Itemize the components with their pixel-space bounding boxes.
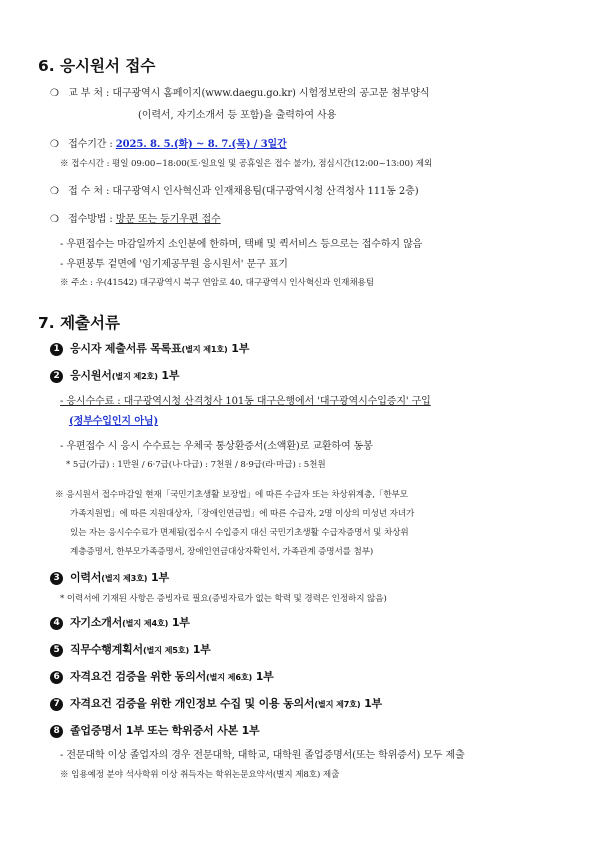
fee-line: - 응시수수료 : 대구광역시청 산격청사 101동 대구은행에서 '대구광역시수입증지' 구입 [60, 396, 431, 407]
section-6-title: 6. 응시원서 접수 [38, 57, 156, 75]
doc-item-4 [50, 614, 190, 630]
circle-bullet-icon: ❍ [50, 139, 59, 150]
doc-item-label: 자격요건 검증을 위한 개인정보 수집 및 이용 동의서 [70, 697, 315, 710]
doc-item-qty: 1부 [189, 643, 211, 656]
number-8-icon: 8 [50, 725, 63, 738]
number-4-icon: 4 [50, 617, 63, 630]
doc-item-qty: 1부 [252, 670, 274, 683]
post-line: - 우편접수 시 응시 수수료는 우체국 통상환증서(소액환)로 교환하여 동봉 [60, 441, 373, 452]
issue-place-value-cont: (이력서, 자기소개서 등 포함)을 출력하여 사용 [138, 110, 337, 121]
grade-fee-note: * 5급(가급) : 1만원 / 6·7급(나·다급) : 7천원 / 8·9급(라·마급) : 5천원 [66, 460, 326, 470]
doc-item-form: (별지 제6호) [206, 672, 253, 682]
doc-item-form: (별지 제2호) [111, 371, 158, 381]
doc-item-qty: 1부 [360, 697, 382, 710]
exempt-note-line-4: 계층증명서, 한부모가족증명서, 장애인연금대상자확인서, 가족관계 증명서를 첨부) [70, 547, 374, 557]
exempt-note-line-3: 있는 자는 응시수수료가 면제됨(접수시 수입증지 대신 국민기초생활 수급자증명서 및 차상위 [70, 528, 409, 538]
number-3-icon: 3 [50, 572, 63, 585]
doc-item-label: 응시원서 [70, 369, 112, 382]
time-note: ※ 접수시간 : 평일 09:00~18:00(토·일요일 및 공휴일은 접수 불가), 점심시간(12:00~13:00) 제외 [60, 159, 433, 169]
issue-place-label: 교 부 처 : [68, 88, 110, 99]
circle-bullet-icon: ❍ [50, 88, 59, 99]
doc-item-1 [50, 340, 249, 356]
doc-item-7 [50, 695, 382, 711]
doc-item-3 [50, 569, 169, 585]
doc-item-8 [50, 722, 259, 738]
period-value: 2025. 8. 5.(화) ~ 8. 7.(목) / 3일간 [115, 139, 287, 150]
receipt-place-row [50, 182, 419, 197]
exempt-note-line-2: 가족지원법」에 따른 지원대상자,「장애인연금법」에 따른 수급자, 2명 이상의 미성년 자녀가 [70, 509, 415, 519]
number-5-icon: 5 [50, 644, 63, 657]
mail-note-1: - 우편접수는 마감일까지 소인분에 한하며, 택배 및 퀵서비스 등으로는 접수하지 않음 [60, 239, 423, 250]
doc-item-qty: 1부 [157, 369, 180, 382]
fee-note: (정부수입인지 아님) [69, 416, 159, 427]
doc-item-2 [50, 367, 179, 383]
doc-item-label: 자기소개서 [70, 616, 123, 629]
issue-place-value: 대구광역시 홈페이지(www.daegu.go.kr) 시험정보란의 공고문 첨부양식 [112, 88, 430, 99]
circle-bullet-icon: ❍ [50, 186, 59, 197]
number-2-icon: 2 [50, 370, 63, 383]
method-value: 방문 또는 등기우편 접수 [115, 214, 221, 225]
receipt-place-value: 대구광역시 인사혁신과 인재채용팀(대구광역시청 산격청사 111동 2층) [112, 186, 419, 197]
doc-item-label: 응시자 제출서류 목록표 [70, 342, 182, 355]
doc-item-qty: 1부 [147, 571, 169, 584]
receipt-place-label: 접 수 처 : [68, 186, 110, 197]
doc-item-form: (별지 제1호) [181, 344, 228, 354]
doc-item-5 [50, 641, 211, 657]
circle-bullet-icon: ❍ [50, 214, 59, 225]
number-6-icon: 6 [50, 671, 63, 684]
period-row [50, 135, 287, 150]
grad-line: - 전문대학 이상 졸업자의 경우 전문대학, 대학교, 대학원 졸업증명서(또는 학위증서) 모두 제출 [60, 750, 465, 761]
exempt-note-line-1: ※ 응시원서 접수마감일 현재「국민기초생활 보장법」에 따른 수급자 또는 차상위계층,「한부모 [55, 490, 408, 500]
method-label: 접수방법 : [68, 214, 113, 225]
section-7-title: 7. 제출서류 [38, 314, 120, 332]
doc-item-qty: 1부 [168, 616, 190, 629]
doc-item-form: (별지 제3호) [101, 573, 148, 583]
doc-item-form: (별지 제4호) [122, 618, 169, 628]
doc-item-label: 졸업증명서 1부 또는 학위증서 사본 1부 [70, 724, 260, 737]
mail-note-2: - 우편봉투 겉면에 '임기제공무원 응시원서' 문구 표기 [60, 259, 288, 270]
grad-note: ※ 임용예정 분야 석사학위 이상 취득자는 학위논문요약서(별지 제8호) 제출 [60, 770, 340, 780]
doc-item-label: 직무수행계획서 [70, 643, 143, 656]
resume-note: * 이력서에 기재된 사항은 증빙자료 필요(증빙자료가 없는 학력 및 경력은 인정하지 않음) [60, 594, 387, 604]
doc-item-form: (별지 제5호) [142, 645, 190, 655]
period-label: 접수기간 : [68, 139, 113, 150]
address-note: ※ 주소 : 우(41542) 대구광역시 북구 연암로 40, 대구광역시 인사혁신과 인재채용팀 [60, 278, 374, 288]
number-7-icon: 7 [50, 698, 63, 711]
doc-item-qty: 1부 [227, 342, 250, 355]
method-row [50, 210, 221, 225]
doc-item-form: (별지 제7호) [314, 699, 361, 709]
doc-item-6 [50, 668, 274, 684]
doc-item-label: 이력서 [70, 571, 102, 584]
doc-item-label: 자격요건 검증을 위한 동의서 [70, 670, 206, 683]
number-1-icon: 1 [50, 343, 63, 356]
issue-place-row [50, 84, 429, 99]
